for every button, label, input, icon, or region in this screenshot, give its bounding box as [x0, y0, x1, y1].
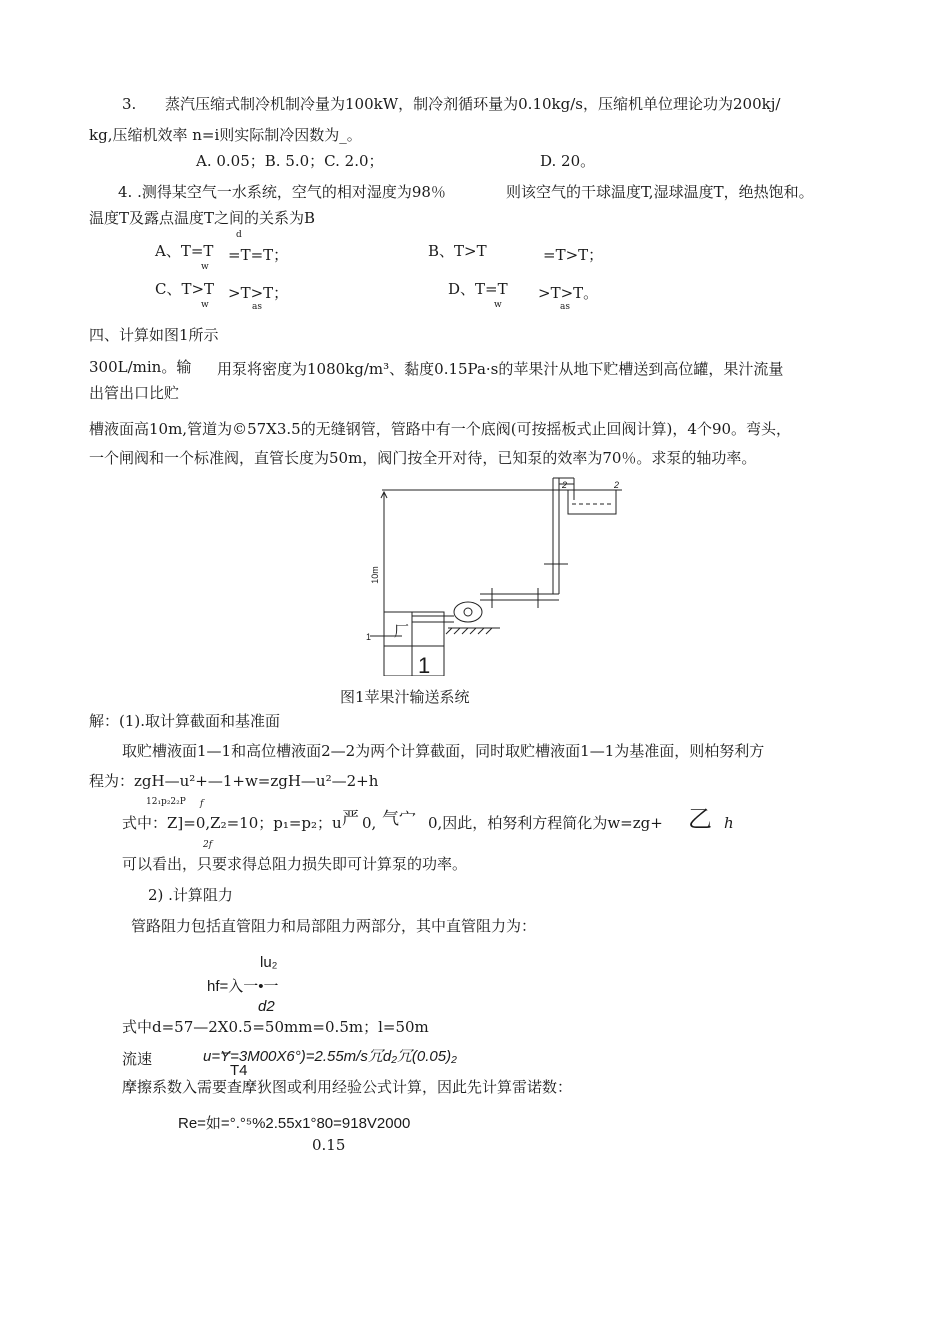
calc-flow: 300L/min。输: [89, 358, 192, 376]
q4-line2: 温度T及露点温度T之间的关系为B: [89, 209, 316, 227]
solution-step1-text3d: h: [724, 814, 734, 832]
solution-step1-text3b: 0,: [362, 814, 377, 832]
q4-line1b: 则该空气的干球温度T,湿球温度T，绝热饱和。: [506, 183, 814, 201]
figure-label-10m: 10m: [369, 566, 380, 584]
solution-step1-text2: 程为：zgH—u²+—1+w=zgH—u²—2+h: [89, 772, 379, 790]
q4-option-b-part2: =T>T；: [543, 246, 604, 264]
q4-option-a-sub: w: [201, 262, 209, 272]
figure-caption: 图1苹果汁输送系统: [340, 688, 470, 706]
q3-options-abc: A. 0.05；B. 5.0；C. 2.0；: [196, 152, 384, 170]
calc-text3: 槽液面高10m,管道为©57X3.5的无缝钢管，管路中有一个底阀(可按摇板式止回阀计算)，4个90。弯头，: [89, 420, 792, 438]
formula-denominator: d2: [258, 998, 275, 1015]
q4-sub-d: d: [236, 230, 242, 240]
formula-numerator: lu₂: [260, 954, 278, 971]
solution-step1-text3a: 式中：Z]=0,Z₂=10；p₁=p₂；u: [122, 814, 342, 832]
q4-option-d-part1: D、T=T: [448, 280, 508, 298]
reynolds-denominator: 0.15: [312, 1136, 346, 1154]
solution-step2-text2: 式中d=57—2X0.5=50mm=0.5m；l=50m: [122, 1018, 429, 1036]
q4-option-c-part1: C、T>T: [155, 280, 215, 298]
apple-juice-system-figure: [360, 476, 630, 676]
solution-step1-2f: 2f: [203, 840, 213, 850]
q4-option-a-part2: =T=T；: [228, 246, 289, 264]
calc-heading: 四、计算如图1所示: [89, 326, 219, 344]
q4-option-c-part2: >T>T；: [228, 284, 289, 302]
figure-label-2a: 2: [562, 480, 568, 490]
solution-step1-text1: 取贮槽液面1—1和高位槽液面2—2为两个计算截面，同时取贮槽液面1—1为基准面，则柏努利方: [122, 742, 765, 760]
solution-step2-speed-formula: u=Ɏ=3M00X6°)=2.55m/s冗d₂冗(0.05)₂: [203, 1048, 457, 1065]
solution-step1-subscripts: 12₁p₂2₂P: [146, 797, 186, 807]
q4-option-d-part2: >T>T。: [538, 284, 599, 302]
q4-option-d-sub2: as: [560, 302, 570, 312]
figure-label-2b: 2: [614, 480, 620, 490]
q4-line1a: 4. .测得某空气一水系统，空气的相对湿度为98％: [118, 183, 446, 201]
q4-option-a-part1: A、T=T: [155, 242, 214, 260]
solution-step1-yan: 严: [342, 809, 359, 829]
solution-step1-qi: 气宀: [382, 809, 416, 829]
solution-step2-text1: 管路阻力包括直管阻力和局部阻力两部分，其中直管阻力为：: [131, 917, 537, 935]
calc-text2: 出管出口比贮: [89, 384, 180, 402]
q4-option-c-sub2: as: [252, 302, 262, 312]
solution-step2-text3: 摩擦系数入需要查摩狄图或利用经验公式计算，因此先计算雷诺数：: [122, 1078, 573, 1096]
formula-hf: hf=入一•一: [207, 978, 279, 995]
q3-option-d: D. 20。: [540, 152, 596, 170]
q4-option-d-sub: w: [494, 300, 502, 310]
solution-step1-heading: 解：(1).取计算截面和基准面: [89, 712, 281, 730]
q3-line1: 蒸汽压缩式制冷机制冷量为100kW，制冷剂循环量为0.10kg/s，压缩机单位理论功为200kj/: [165, 95, 781, 113]
solution-step1-sub-f: f: [200, 799, 204, 809]
calc-text4: 一个闸阀和一个标准阀，直管长度为50m，阀门按全开对待，已知泵的效率为70％。求泵的轴功率。: [89, 449, 757, 467]
q4-option-b-part1: B、T>T: [428, 242, 487, 260]
figure-label-box: 厂: [394, 622, 410, 640]
q3-number: 3.: [122, 95, 137, 113]
reynolds-formula: Re=如=°.°⁵%2.55x1°80=918V2000: [178, 1115, 411, 1132]
figure-label-1: 1: [366, 632, 372, 642]
q4-option-c-sub: w: [201, 300, 209, 310]
solution-step1-yi: 乙: [688, 805, 712, 833]
solution-step1-text4: 可以看出，只要求得总阻力损失即可计算泵的功率。: [122, 855, 468, 873]
solution-step2-speed-sub: T4: [230, 1062, 248, 1079]
calc-text1: 用泵将密度为1080kg/m³、黏度0.15Pa·s的苹果汁从地下贮槽送到高位罐，果汁流量: [217, 360, 784, 378]
solution-step2-speed-label: 流速: [122, 1050, 153, 1068]
q3-line2: kg,压缩机效率 n=i则实际制冷因数为_。: [89, 126, 362, 144]
solution-step1-text3c: 0,因此，柏努利方程简化为w=zg+: [428, 814, 663, 832]
solution-step2-heading: 2) .计算阻力: [148, 886, 233, 904]
figure-label-big1: 1: [418, 653, 431, 678]
